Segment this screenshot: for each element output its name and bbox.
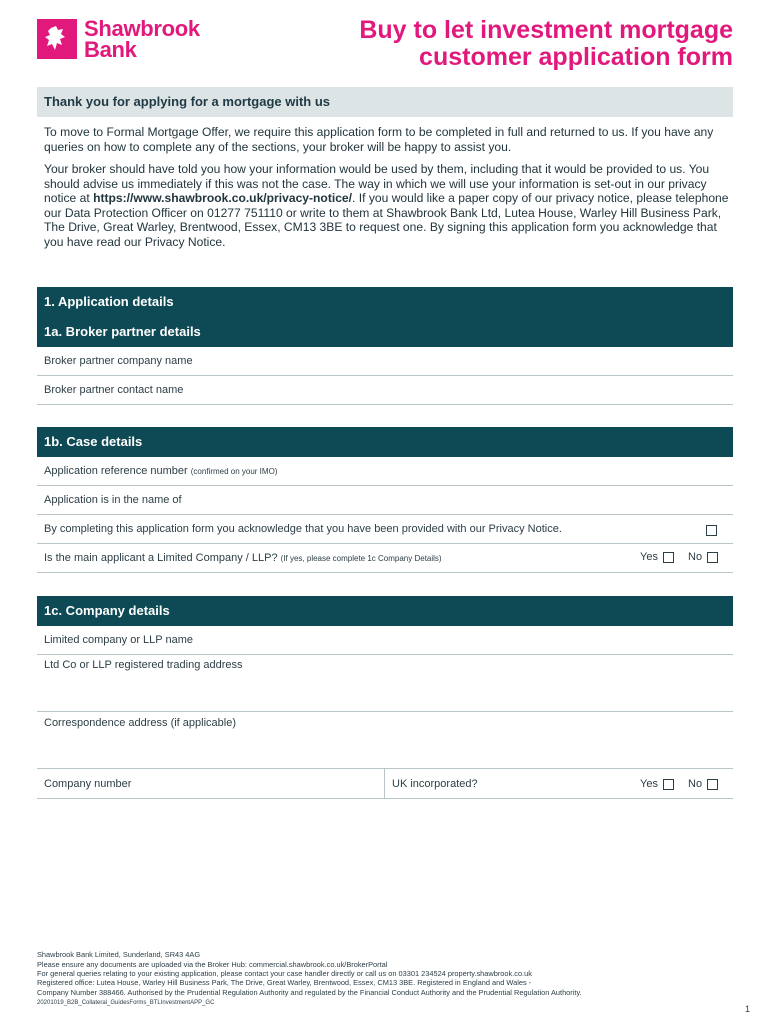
page-title: Buy to let investment mortgage customer application form bbox=[359, 16, 733, 71]
page-number: 1 bbox=[744, 1004, 750, 1014]
ltd-no-checkbox[interactable] bbox=[707, 552, 718, 563]
privacy-acknowledgement-row: By completing this application form you acknowledge that you have been provided with our Privacy Notice. bbox=[37, 515, 733, 544]
section-application-details: 1. Application details bbox=[37, 287, 733, 317]
footer-contact: Shawbrook Bank Limited, Sunderland, SR43 4AG Please ensure any documents are uploaded via the Broker Hub: commercial.shawbrook.co.uk/BrokerPortal For general queries relating to your existing application, please contact your case handler directly or call us on 03301 234524 property.shawbrook.co.uk bbox=[37, 950, 532, 979]
uk-no-checkbox[interactable] bbox=[707, 779, 718, 790]
document-code: 20201019_B2B_Collateral_GuidesForms_BTLInvestmentAPP_GC bbox=[37, 1000, 215, 1006]
intro-paragraph-2: Your broker should have told you how your information would be used by them, including that it would be provided to us. You should advise us immediately if this was not the case. The way in which we will use your information is set-out in our privacy notice at https://www.shawbrook.co.uk/privacy-notice/. If you would like a paper copy of our privacy notice, please telephone our Data Protection Officer on 01277 751110 or write to them at Shawbrook Bank Ltd, Lutea House, Warley Hill Business Park, The Drive, Great Warley, Brentwood, Essex, CM13 3BE to request one. By signing this application form you acknowledge that you have read our Privacy Notice. bbox=[44, 162, 729, 249]
ltd-yes-checkbox[interactable] bbox=[663, 552, 674, 563]
broker-contact-field[interactable]: Broker partner contact name bbox=[37, 376, 733, 405]
company-number-field[interactable]: Company number bbox=[37, 769, 385, 799]
brand-name: Shawbrook Bank bbox=[84, 16, 200, 62]
uk-incorporated-row: UK incorporated? bbox=[385, 769, 733, 799]
section-case-details: 1b. Case details bbox=[37, 427, 733, 457]
broker-company-field[interactable]: Broker partner company name bbox=[37, 347, 733, 376]
uk-no-option[interactable]: No bbox=[688, 778, 718, 790]
application-reference-field[interactable]: Application reference number (confirmed on your IMO) bbox=[37, 457, 733, 486]
ltd-no-option[interactable]: No bbox=[688, 551, 718, 563]
trading-address-field[interactable]: Ltd Co or LLP registered trading address bbox=[37, 655, 733, 712]
lion-icon bbox=[37, 19, 77, 59]
section-broker-partner-details: 1a. Broker partner details bbox=[37, 317, 733, 347]
privacy-ack-checkbox[interactable] bbox=[706, 525, 717, 536]
correspondence-address-field[interactable]: Correspondence address (if applicable) bbox=[37, 712, 733, 769]
ltd-yes-option[interactable]: Yes bbox=[640, 551, 674, 563]
uk-yes-checkbox[interactable] bbox=[663, 779, 674, 790]
uk-yes-option[interactable]: Yes bbox=[640, 778, 674, 790]
company-name-field[interactable]: Limited company or LLP name bbox=[37, 626, 733, 655]
limited-company-question-row: Is the main applicant a Limited Company / LLP? (If yes, please complete 1c Company Details) bbox=[37, 544, 733, 573]
application-name-field[interactable]: Application is in the name of bbox=[37, 486, 733, 515]
brand-logo bbox=[37, 18, 200, 60]
section-company-details: 1c. Company details bbox=[37, 596, 733, 626]
intro-paragraph-1: To move to Formal Mortgage Offer, we require this application form to be completed in full and returned to us. If you have any queries on how to complete any of the sections, your broker will be happy to assist you. bbox=[44, 125, 714, 154]
intro-heading: Thank you for applying for a mortgage with us bbox=[37, 87, 733, 117]
footer-registration: Registered office: Lutea House, Warley Hill Business Park, The Drive, Great Warley, Brentwood, Essex, CM13 3BE. Registered in England and Wales - Company Number 388466. Authorised by the Prudential Regulation Authority and regulated by the Financial Conduct Authority and the Prudential Regulation Authority. bbox=[37, 978, 582, 997]
privacy-link[interactable]: https://www.shawbrook.co.uk/privacy-notice/ bbox=[93, 191, 353, 206]
